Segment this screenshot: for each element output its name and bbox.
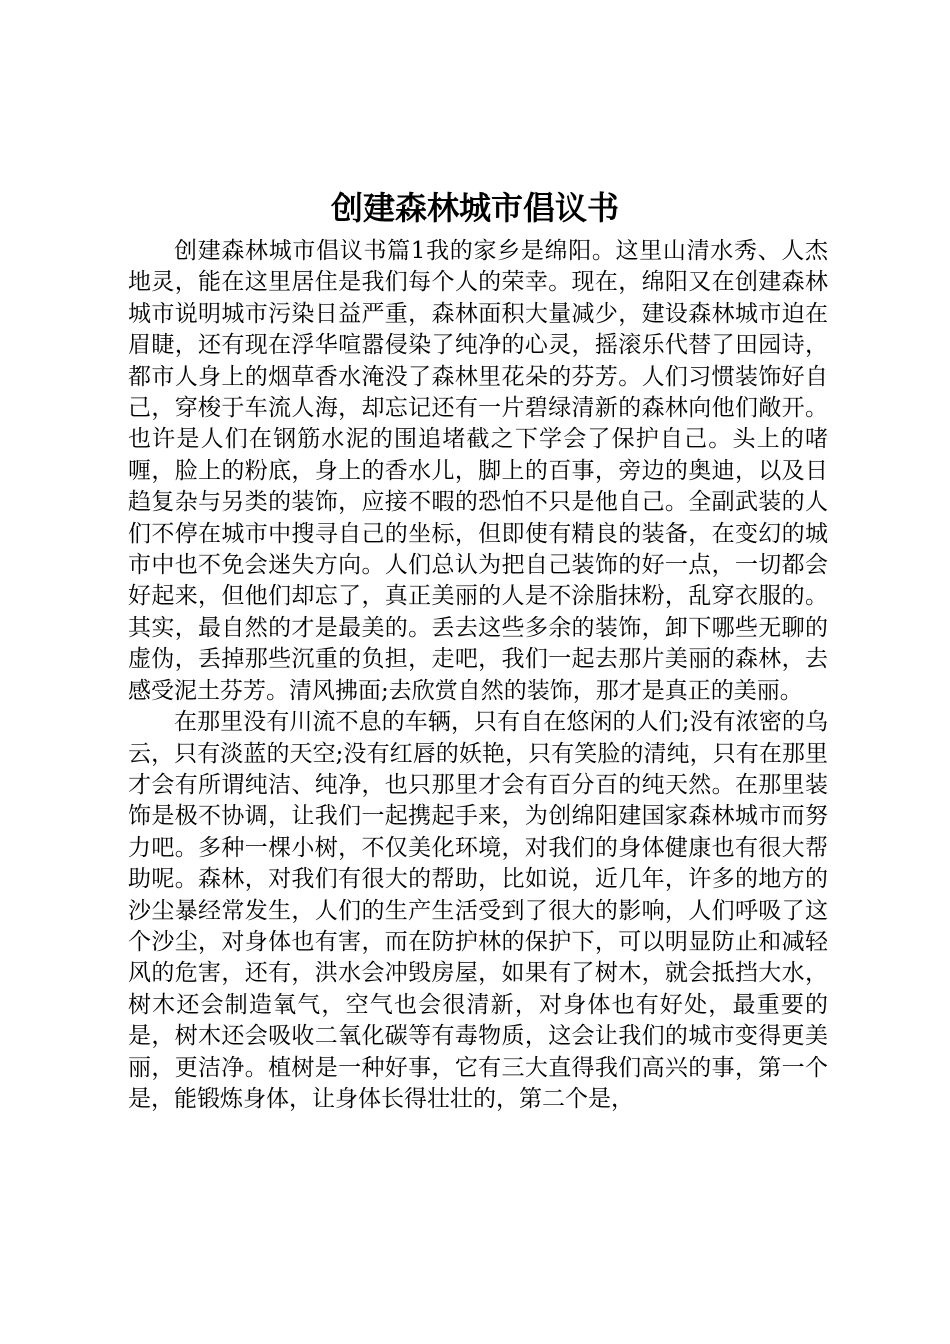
- document-body: [128, 236, 828, 1115]
- paragraph-1: 创建森林城市倡议书篇1我的家乡是绵阳。这里山清水秀、人杰地灵，能在这里居住是我们每个人的荣幸。现在，绵阳又在创建森林城市说明城市污染日益严重，森林面积大量减少，建设森林城市迫在眉睫，还有现在浮华喧嚣侵染了纯净的心灵，摇滚乐代替了田园诗，都市人身上的烟草香水淹没了森林里花朵的芬芳。人们习惯装饰好自己，穿梭于车流人海，却忘记还有一片碧绿清新的森林向他们敞开。也许是人们在钢筋水泥的围追堵截之下学会了保护自己。头上的啫喱，脸上的粉底，身上的香水儿，脚上的百事，旁边的奥迪，以及日趋复杂与另类的装饰，应接不暇的恐怕不只是他自己。全副武装的人们不停在城市中搜寻自己的坐标，但即使有精良的装备，在变幻的城市中也不免会迷失方向。人们总认为把自己装饰的好一点，一切都会好起来，但他们却忘了，真正美丽的人是不涂脂抹粉，乱穿衣服的。其实，最自然的才是最美的。丢去这些多余的装饰，卸下哪些无聊的虚伪，丢掉那些沉重的负担，走吧，我们一起去那片美丽的森林，去感受泥土芬芳。清风拂面;去欣赏自然的装饰，那才是真正的美丽。: [128, 238, 828, 704]
- paragraph-2: 在那里没有川流不息的车辆，只有自在悠闲的人们;没有浓密的乌云，只有淡蓝的天空;没有红唇的妖艳，只有笑脸的清纯，只有在那里才会有所谓纯洁、纯净，也只那里才会有百分百的纯天然。在那里装饰是极不协调，让我们一起携起手来，为创绵阳建国家森林城市而努力吧。多种一棵小树，不仅美化环境，对我们的身体健康也有很大帮助呢。森林，对我们有很大的帮助，比如说，近几年，许多的地方的沙尘暴经常发生，人们的生产生活受到了很大的影响，人们呼吸了这个沙尘，对身体也有害，而在防护林的保护下，可以明显防止和减轻风的危害，还有，洪水会冲毁房屋，如果有了树木，就会抵挡大水，树木还会制造氧气，空气也会很清新，对身体也有好处，最重要的是，树木还会吸收二氧化碳等有毒物质，这会让我们的城市变得更美丽，更洁净。植树是一种好事，它有三大直得我们高兴的事，第一个是，能锻炼身体，让身体长得壮壮的，第二个是，: [128, 709, 828, 1112]
- document-title: 创建森林城市倡议书: [330, 189, 619, 227]
